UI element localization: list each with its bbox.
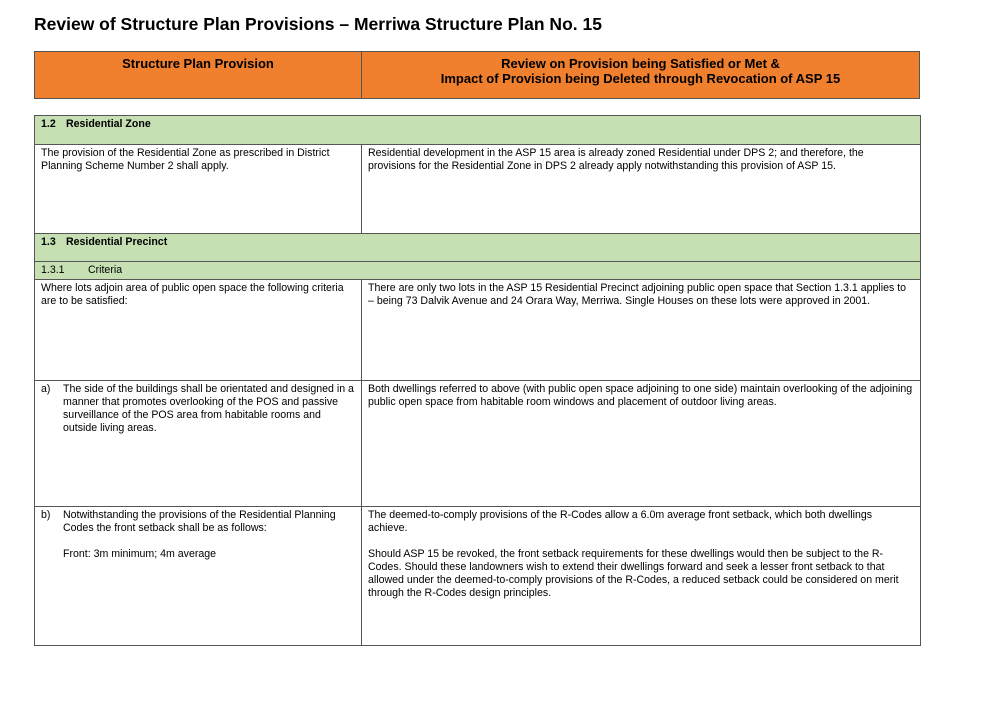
list-item bbox=[41, 383, 355, 435]
review-paragraph-2: Should ASP 15 be revoked, the front setback requirements for these dwellings would then be subject to the R-Codes. Should these landowners wish to extend their dwellings forward and seek a lesser front setback to that allowed under the deemed-to-comply provisions of the R-Codes, a reduced setback could be considered on merit through the R-Codes design principles. bbox=[368, 548, 899, 599]
review-paragraph-1: The deemed-to-comply provisions of the R-Codes allow a 6.0m average front setback, which both dwellings achieve. bbox=[368, 509, 873, 534]
provision-cell: The provision of the Residential Zone as prescribed in District Planning Scheme Number 2 shall apply. bbox=[35, 145, 362, 234]
table-row bbox=[35, 280, 921, 381]
section-number: 1.2 bbox=[41, 118, 56, 130]
section-heading bbox=[35, 234, 921, 262]
section-title: Residential Zone bbox=[65, 118, 151, 130]
section-heading bbox=[35, 116, 921, 145]
provision-cell bbox=[35, 381, 362, 507]
page-title: Review of Structure Plan Provisions – Merriwa Structure Plan No. 15 bbox=[34, 14, 602, 34]
subsection-number: 1.3.1 bbox=[41, 264, 65, 276]
section-row-1-3 bbox=[35, 234, 921, 262]
review-cell: There are only two lots in the ASP 15 Residential Precinct adjoining public open space that Section 1.3.1 applies to – being 73 Dalvik Avenue and 24 Orara Way, Merriwa. Single Houses on these lots were approved in 2001. bbox=[362, 280, 921, 381]
section-title: Residential Precinct bbox=[65, 236, 168, 248]
review-cell: Residential development in the ASP 15 area is already zoned Residential under DPS 2; and therefore, the provisions for the Residential Zone in DPS 2 already apply notwithstanding this provision of ASP 15. bbox=[362, 145, 921, 234]
table-row bbox=[35, 507, 921, 646]
provision-cell: Where lots adjoin area of public open space the following criteria are to be satisfied: bbox=[35, 280, 362, 381]
header-provision: Structure Plan Provision bbox=[35, 52, 362, 98]
review-cell bbox=[362, 507, 921, 646]
item-text: The side of the buildings shall be orientated and designed in a manner that promotes overlooking of the POS and passive surveillance of the POS area from habitable rooms and outside living areas. bbox=[63, 383, 354, 434]
table-row bbox=[35, 381, 921, 507]
subsection-heading bbox=[35, 262, 921, 280]
item-text-detail: Front: 3m minimum; 4m average bbox=[63, 548, 217, 560]
subsection-row bbox=[35, 262, 921, 280]
header-review-line1: Review on Provision being Satisfied or Met & bbox=[501, 56, 780, 71]
table-row bbox=[35, 145, 921, 234]
item-text bbox=[63, 509, 355, 561]
header-review bbox=[362, 52, 919, 98]
section-number: 1.3 bbox=[41, 236, 56, 248]
item-text-main: Notwithstanding the provisions of the Residential Planning Codes the front setback shall be as follows: bbox=[63, 509, 336, 534]
provisions-table bbox=[34, 115, 921, 646]
subsection-title: Criteria bbox=[87, 264, 123, 276]
provision-cell bbox=[35, 507, 362, 646]
item-label: b) bbox=[41, 509, 51, 521]
review-cell: Both dwellings referred to above (with public open space adjoining to one side) maintain overlooking of the adjoining public open space from habitable room windows and placement of outdoor living areas. bbox=[362, 381, 921, 507]
list-item bbox=[41, 509, 355, 561]
item-label: a) bbox=[41, 383, 51, 395]
header-review-line2: Impact of Provision being Deleted through Revocation of ASP 15 bbox=[440, 71, 841, 86]
table-header bbox=[34, 51, 920, 99]
section-row-1-2 bbox=[35, 116, 921, 145]
